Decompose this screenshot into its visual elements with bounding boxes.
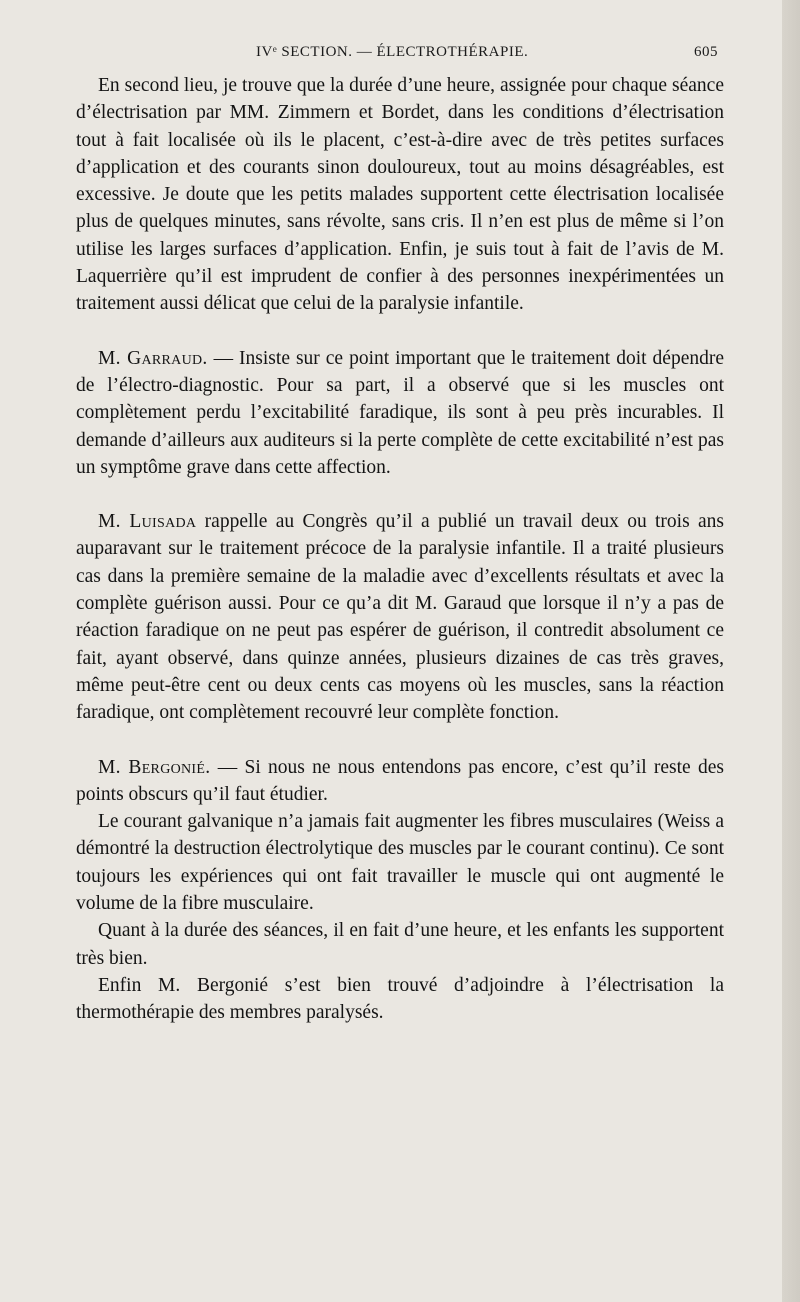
speaker-name: M. Luisada [98,511,197,533]
paragraph-garraud [76,345,724,481]
paragraph-text: Quant à la durée des séances, il en fait d’une heure, et les enfants les supportent très bien. [76,920,724,969]
page-edge-shadow [782,0,800,1302]
paragraph-luisada [76,508,724,726]
page-number: 605 [694,44,718,60]
running-header [0,44,782,74]
speaker-name: M. Garraud. [98,347,208,369]
paragraph-text: En second lieu, je trouve que la durée d’une heure, assignée pour chaque séance d’électrisation par MM. Zimmern et Bordet, dans les conditions d’électrisation tout à fait localisée où ils le placent, c’est-à-dire avec de très petites surfaces d’application et des courants sinon douloureux, tout au moins désagréables, est excessive. Je doute que les petits malades supportent cette électrisation localisée plus de quelques minutes, sans révolte, sans cris. Il n’en est plus de même si l’on utilise les larges surfaces d’application. Enfin, je suis tout à fait de l’avis de M. Laquerrière qu’il est imprudent de confier à des personnes inexpérimentées un traitement aussi délicat que celui de la paralysie infantile. [76,75,724,315]
paragraph-text: — Si nous ne nous entendons pas encore, c’est qu’il reste des points obscurs qu’il faut étudier. [76,756,724,805]
body-text [76,72,724,1027]
paragraph [76,917,724,972]
paragraph-text: rappelle au Congrès qu’il a publié un travail deux ou trois ans auparavant sur le traitement précoce de la paralysie infantile. Il a traité plusieurs cas dans la première semaine de la maladie avec d’excellents résultats et avec la complète guérison aussi. Pour ce qu’a dit M. Garaud que lorsque il n’y a pas de réaction faradique on ne peut pas espérer de guérison, il contredit absolument ce fait, ayant observé, dans quinze années, plusieurs dizaines de cas très graves, même peut-être cent ou deux cents cas moyens où les muscles, sans la réaction faradique, ont complètement recouvré leur complète fonction. [76,511,724,724]
paragraph-text: Le courant galvanique n’a jamais fait augmenter les fibres musculaires (Weiss a démontré la destruction électrolytique des muscles par le courant continu). Ce sont toujours les expériences qui ont fait travailler le muscle qui ont augmenté le volume de la fibre musculaire. [76,811,724,915]
paragraph-bergonie [76,754,724,809]
paragraph [76,972,724,1027]
paragraph-text: — Insiste sur ce point important que le traitement doit dépendre de l’électro-diagnostic. Pour sa part, il a observé que si les muscles ont complètement perdu l’excitabilité faradique, ils sont à peu près incurables. Il demande d’ailleurs aux auditeurs si la perte complète de cette excitabilité n’est pas un symptôme grave dans cette affection. [76,347,724,478]
paragraph [76,72,724,318]
paragraph-text: Enfin M. Bergonié s’est bien trouvé d’adjoindre à l’électrisation la thermothérapie des membres paralysés. [76,974,724,1024]
running-title: IVᵉ SECTION. — ÉLECTROTHÉRAPIE. [256,44,529,60]
paragraph [76,808,724,917]
speaker-name: M. Bergonié. [98,756,211,778]
